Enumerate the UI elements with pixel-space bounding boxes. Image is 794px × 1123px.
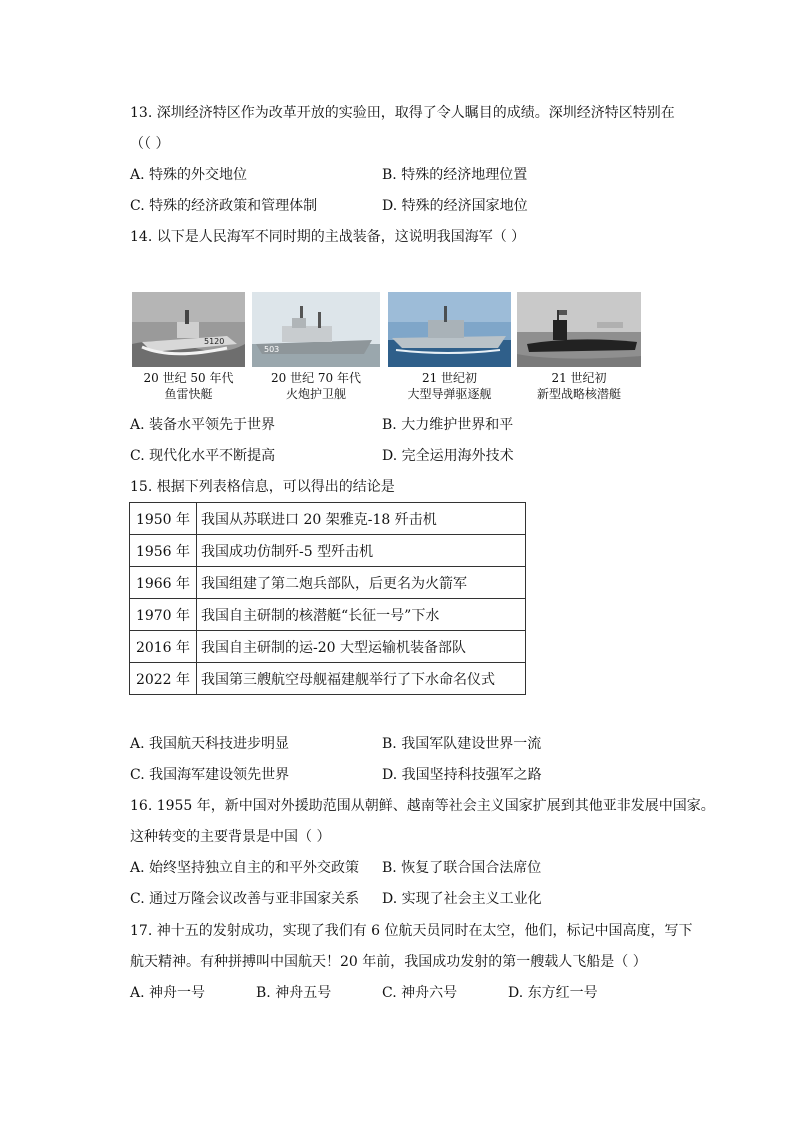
q14-option-d: D. 完全运用海外技术: [382, 448, 514, 464]
table-year: 2022 年: [130, 663, 197, 695]
q16-option-b: B. 恢复了联合国合法席位: [382, 860, 542, 876]
caption-2-era: 20 世纪 70 年代: [271, 371, 361, 385]
table-year: 1950 年: [130, 503, 197, 535]
q14-option-b: B. 大力维护世界和平: [382, 417, 514, 433]
q17-option-d: D. 东方红一号: [508, 985, 598, 1001]
q15-stem: 15. 根据下列表格信息，可以得出的结论是: [130, 479, 395, 495]
q16-stem-line1: 16. 1955 年，新中国对外援助范围从朝鲜、越南等社会主义国家扩展到其他亚非发展中国家。: [130, 798, 715, 814]
table-year: 1956 年: [130, 535, 197, 567]
q13-option-a: A. 特殊的外交地位: [130, 167, 248, 183]
q13-stem: 13. 深圳经济特区作为改革开放的实验田，取得了令人瞩目的成绩。深圳经济特区特别在: [130, 105, 675, 121]
caption-1-era: 20 世纪 50 年代: [143, 371, 234, 385]
q17-option-b: B. 神舟五号: [256, 985, 332, 1001]
hull-number-1: 5120: [204, 337, 225, 346]
table-year: 1970 年: [130, 599, 197, 631]
table-event: 我国成功仿制歼-5 型歼击机: [197, 535, 526, 567]
table-row: [130, 535, 526, 567]
q15-table: [129, 502, 526, 695]
frigate-photo: [252, 292, 380, 367]
q15-option-c: C. 我国海军建设领先世界: [130, 767, 290, 783]
caption-2-type: 火炮护卫舰: [285, 387, 346, 401]
q14-option-c: C. 现代化水平不断提高: [130, 448, 276, 464]
caption-3-era: 21 世纪初: [421, 371, 478, 385]
q17-option-a: A. 神舟一号: [130, 985, 206, 1001]
q15-option-d: D. 我国坚持科技强军之路: [382, 767, 542, 783]
table-event: 我国自主研制的核潜艇“长征一号”下水: [197, 599, 526, 631]
submarine-photo: [517, 292, 641, 367]
caption-4-type: 新型战略核潜艇: [536, 387, 621, 401]
table-event: 我国从苏联进口 20 架雅克-18 歼击机: [197, 503, 526, 535]
q13-option-c: C. 特殊的经济政策和管理体制: [130, 198, 318, 214]
table-event: 我国自主研制的运-20 大型运输机装备部队: [197, 631, 526, 663]
destroyer-photo: [388, 292, 511, 367]
table-row: [130, 631, 526, 663]
q17-option-c: C. 神舟六号: [382, 985, 458, 1001]
q17-stem-line2: 航天精神。有种拼搏叫中国航天！20 年前，我国成功发射的第一艘载人飞船是（ ）: [130, 954, 647, 970]
table-row: [130, 663, 526, 695]
q15-option-a: A. 我国航天科技进步明显: [130, 736, 290, 752]
q14-option-a: A. 装备水平领先于世界: [130, 417, 276, 433]
table-event: 我国第三艘航空母舰福建舰举行了下水命名仪式: [197, 663, 526, 695]
q17-stem-line1: 17. 神十五的发射成功，实现了我们有 6 位航天员同时在太空，他们，标记中国高度，写下: [130, 923, 693, 939]
caption-4-era: 21 世纪初: [551, 371, 607, 385]
table-row: [130, 599, 526, 631]
torpedo-boat-photo: [132, 292, 245, 367]
q16-stem-line2: 这种转变的主要背景是中国（ ）: [130, 829, 331, 845]
q13-option-d: D. 特殊的经济国家地位: [382, 198, 528, 214]
caption-1-type: 鱼雷快艇: [164, 387, 213, 401]
q15-option-b: B. 我国军队建设世界一流: [382, 736, 542, 752]
q16-option-c: C. 通过万隆会议改善与亚非国家关系: [130, 891, 360, 907]
q13-blank: （（ ）: [130, 136, 170, 152]
q14-stem: 14. 以下是人民海军不同时期的主战装备，这说明我国海军（ ）: [130, 229, 526, 245]
table-row: [130, 567, 526, 599]
q16-option-a: A. 始终坚持独立自主的和平外交政策: [130, 860, 360, 876]
table-year: 1966 年: [130, 567, 197, 599]
table-year: 2016 年: [130, 631, 197, 663]
table-event: 我国组建了第二炮兵部队，后更名为火箭军: [197, 567, 526, 599]
q13-option-b: B. 特殊的经济地理位置: [382, 167, 528, 183]
q16-option-d: D. 实现了社会主义工业化: [382, 891, 542, 907]
table-row: [130, 503, 526, 535]
hull-number-2: 503: [264, 345, 280, 354]
caption-3-type: 大型导弹驱逐舰: [407, 387, 492, 401]
